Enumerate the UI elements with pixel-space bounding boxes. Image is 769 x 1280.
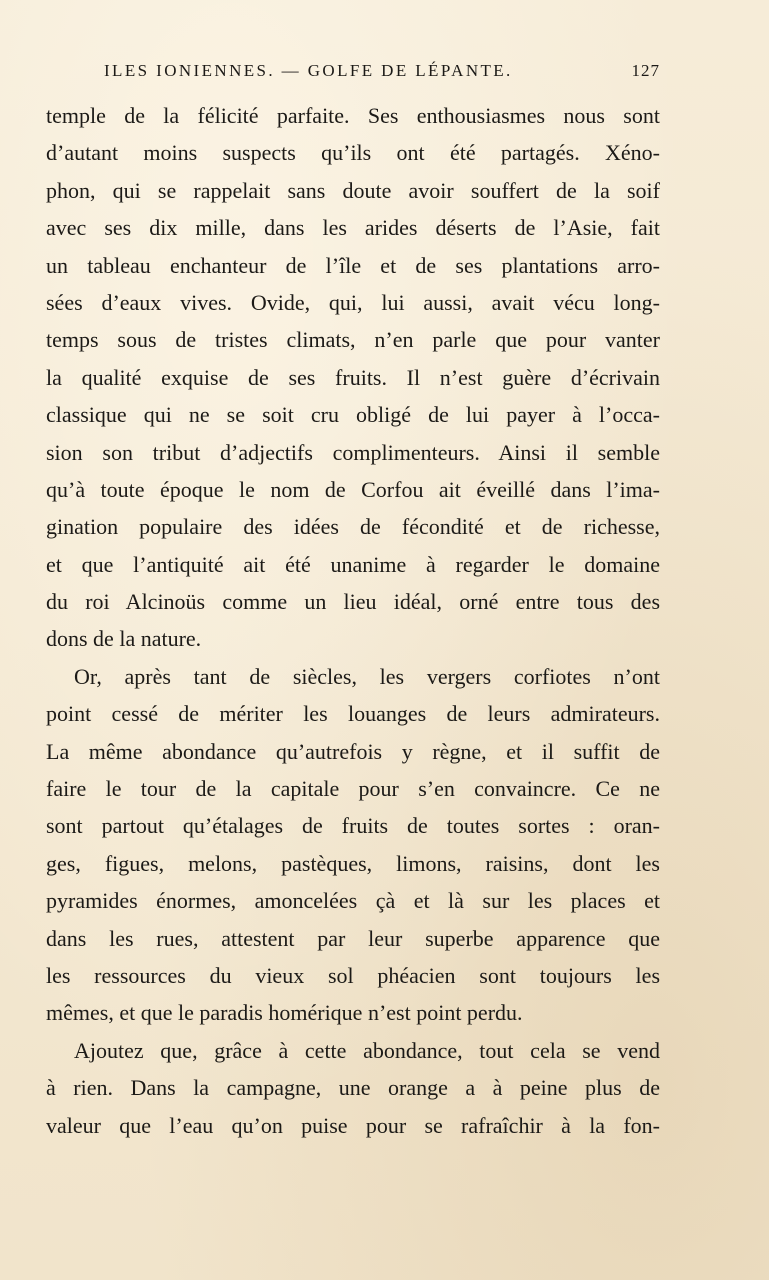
text-line: un tableau enchanteur de l’île et de ses plantations arro- — [46, 252, 660, 278]
text-line: Or, après tant de siècles, les vergers corfiotes n’ont — [74, 663, 660, 689]
text-line: La même abondance qu’autrefois y règne, et il suffit de — [46, 738, 660, 764]
text-line: avec ses dix mille, dans les arides déserts de l’Asie, fait — [46, 215, 660, 241]
text-line: faire le tour de la capitale pour s’en convaincre. Ce ne — [46, 776, 660, 802]
paragraph-2 — [46, 658, 660, 1032]
text-line: gination populaire des idées de fécondité et de richesse, — [46, 514, 660, 540]
page-number: 127 — [631, 61, 660, 80]
text-line: la qualité exquise de ses fruits. Il n’est guère d’écrivain — [46, 364, 660, 390]
paragraph-1 — [46, 97, 660, 658]
text-line: mêmes, et que le paradis homérique n’est point perdu. — [46, 1000, 523, 1026]
text-line: classique qui ne se soit cru obligé de lui payer à l’occa- — [46, 402, 660, 428]
text-line: temple de la félicité parfaite. Ses enthousiasmes nous sont — [46, 103, 660, 128]
text-line: pyramides énormes, amoncelées çà et là sur les places et — [46, 888, 660, 914]
text-line: sées d’eaux vives. Ovide, qui, lui aussi, avait vécu long- — [46, 289, 660, 315]
text-line: du roi Alcinoüs comme un lieu idéal, orné entre tous des — [46, 589, 660, 615]
body-text — [46, 97, 660, 1144]
text-line: dans les rues, attestent par leur superbe apparence que — [46, 925, 660, 951]
running-head — [104, 56, 660, 86]
text-line: Ajoutez que, grâce à cette abondance, tout cela se vend — [74, 1037, 660, 1063]
text-line: qu’à toute époque le nom de Corfou ait éveillé dans l’ima- — [46, 476, 660, 502]
text-line: sion son tribut d’adjectifs complimenteurs. Ainsi il semble — [46, 439, 660, 465]
running-head-title: ILES IONIENNES. — GOLFE DE LÉPANTE. — [104, 61, 513, 80]
text-line: valeur que l’eau qu’on puise pour se rafraîchir à la fon- — [46, 1112, 660, 1138]
text-line: d’autant moins suspects qu’ils ont été partagés. Xéno- — [46, 140, 660, 166]
paragraph-3 — [46, 1032, 660, 1144]
text-line: temps sous de tristes climats, n’en parle que pour vanter — [46, 327, 660, 353]
text-line: sont partout qu’étalages de fruits de toutes sortes : oran- — [46, 813, 660, 839]
text-line: point cessé de mériter les louanges de leurs admirateurs. — [46, 701, 660, 727]
text-line: phon, qui se rappelait sans doute avoir souffert de la soif — [46, 177, 660, 203]
text-line: ges, figues, melons, pastèques, limons, raisins, dont les — [46, 850, 660, 876]
text-line: les ressources du vieux sol phéacien sont toujours les — [46, 962, 660, 988]
text-line: à rien. Dans la campagne, une orange a à peine plus de — [46, 1075, 660, 1101]
text-line: dons de la nature. — [46, 626, 202, 652]
text-line: et que l’antiquité ait été unanime à regarder le domaine — [46, 551, 660, 577]
